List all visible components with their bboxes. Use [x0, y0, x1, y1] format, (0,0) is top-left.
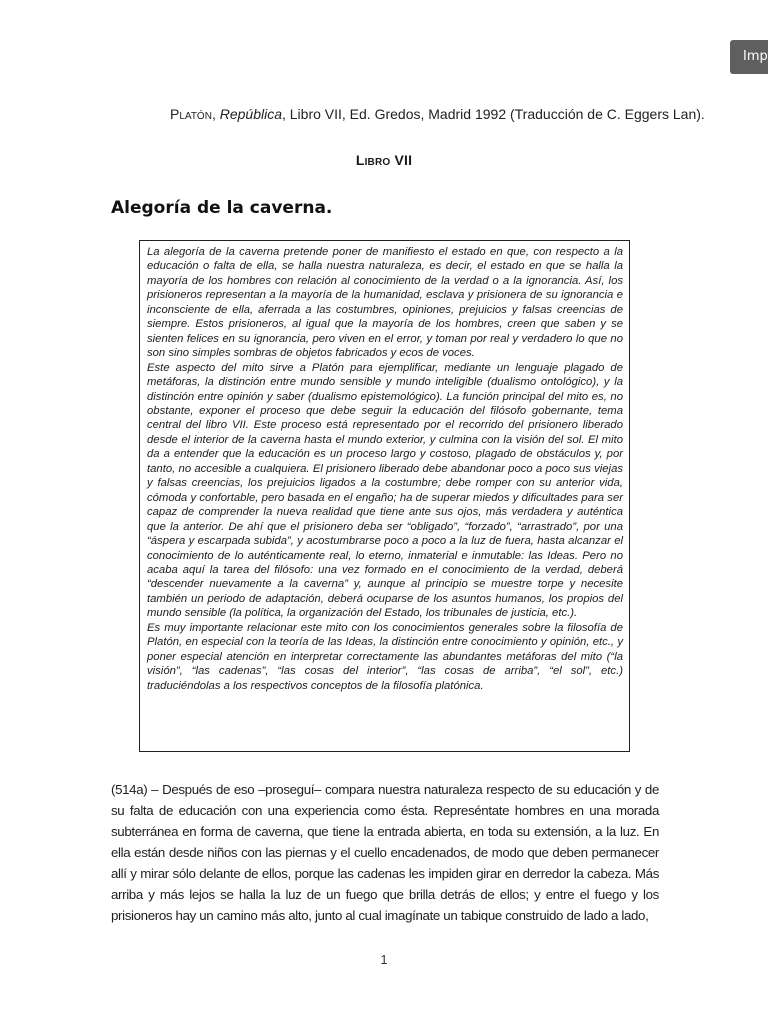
section-title: Alegoría de la caverna. — [111, 198, 333, 218]
summary-paragraph: La alegoría de la caverna pretende poner de manifiesto el estado en que, con respecto a la educación o falta de ella, se halla nuestra naturaleza, es decir, el estado en que se halla la mayoría de los hombres con relación al conocimiento de la verdad o a la ignorancia. Así, los prisioneros representan a la mayoría de la humanidad, esclava y prisionera de su ignorancia e inconsciente de ella, aferrada a las costumbres, opiniones, prejuicios y falsas creencias de siempre. Estos prisioneros, al igual que la mayoría de los hombres, creen que saben y se sienten felices en su ignorancia, pero viven en el error, y toman por real y verdadero lo que no son sino simples sombras de objetos fabricados y ecos de voces. — [147, 246, 623, 360]
citation-details: , Libro VII, Ed. Gredos, Madrid 1992 (Traducción de C. Eggers Lan). — [281, 106, 705, 122]
book-heading: Libro VII — [355, 152, 413, 168]
summary-paragraph: Es muy importante relacionar este mito con los conocimientos generales sobre la filosofía de Platón, en especial con la teoría de las Ideas, la distinción entre conocimiento y opinión, etc., y poner especial atención en interpretar correctamente las abundantes metáforas del mito (“la visión”, “las cadenas”, “las cosas del interior”, “las cosas de arriba”, “el sol”, etc.) traduciéndolas a los respectivos conceptos de la filosofía platónica. — [147, 621, 623, 692]
summary-paragraph: Este aspecto del mito sirve a Platón para ejemplificar, mediante un lenguaje plagado de metáforas, la distinción entre mundo sensible y mundo inteligible (dualismo ontológico), y la distinción entre opinión y saber (dualismo epistemológico). La función principal del mito es, no obstante, exponer el proceso que debe seguir la educación del filósofo gobernante, tema central del libro VII. Este proceso está representado por el recorrido del prisionero liberado desde el interior de la caverna hasta el mundo exterior, y culmina con la visión del sol. El mito da a entender que la educación es un proceso largo y costoso, plagado de obstáculos y, por tanto, no accesible a cualquiera. El prisionero liberado debe abandonar poco a poco sus viejas y falsas creencias, los prejuicios ligados a la costumbre; debe romper con su anterior vida, cómoda y confortable, pero basada en el engaño; ha de superar miedos y dificultades para ser capaz de comprender la nueva realidad que tiene ante sus ojos, más verdadera y auténtica que la anterior. De ahí que el prisionero deba ser “obligado”, “forzado”, “arrastrado”, por una “áspera y escarpada subida”, y acostumbrarse poco a poco a la luz de fuera, hasta alcanzar el conocimiento de lo auténticamente real, lo eterno, inmaterial e inmutable: las Ideas. Pero no acaba aquí la tarea del filósofo: una vez formado en el conocimiento de la verdad, deberá “descender nuevamente a la caverna” y, aunque al principio se muestre torpe y necesite también un periodo de adaptación, deberá ocuparse de los asuntos humanos, los propios del mundo sensible (la política, la organización del Estado, los tribunales de justicia, etc.). — [147, 361, 623, 620]
summary-box — [139, 240, 630, 752]
page-number: 1 — [380, 952, 388, 967]
citation-work: República — [219, 106, 282, 122]
citation-line: Platón, República, Libro VII, Ed. Gredos, Madrid 1992 (Traducción de C. Eggers Lan). — [170, 106, 705, 122]
citation-author: Platón — [170, 106, 212, 122]
body-paragraph: (514a) – Después de eso –proseguí– compara nuestra naturaleza respecto de su educación y de su falta de educación con una experiencia como ésta. Represéntate hombres en una morada subterránea en forma de caverna, que tiene la entrada abierta, en toda su extensión, a la luz. En ella están desde niños con las piernas y el cuello encadenados, de modo que deben permanecer allí y mirar sólo delante de ellos, porque las cadenas les impiden girar en derredor la cabeza. Más arriba y más lejos se halla la luz de un fuego que brilla detrás de ellos; y entre el fuego y los prisioneros hay un camino más alto, junto al cual imagínate un tabique construido de lado a lado, — [111, 782, 659, 923]
import-button[interactable]: Imp — [730, 40, 768, 74]
